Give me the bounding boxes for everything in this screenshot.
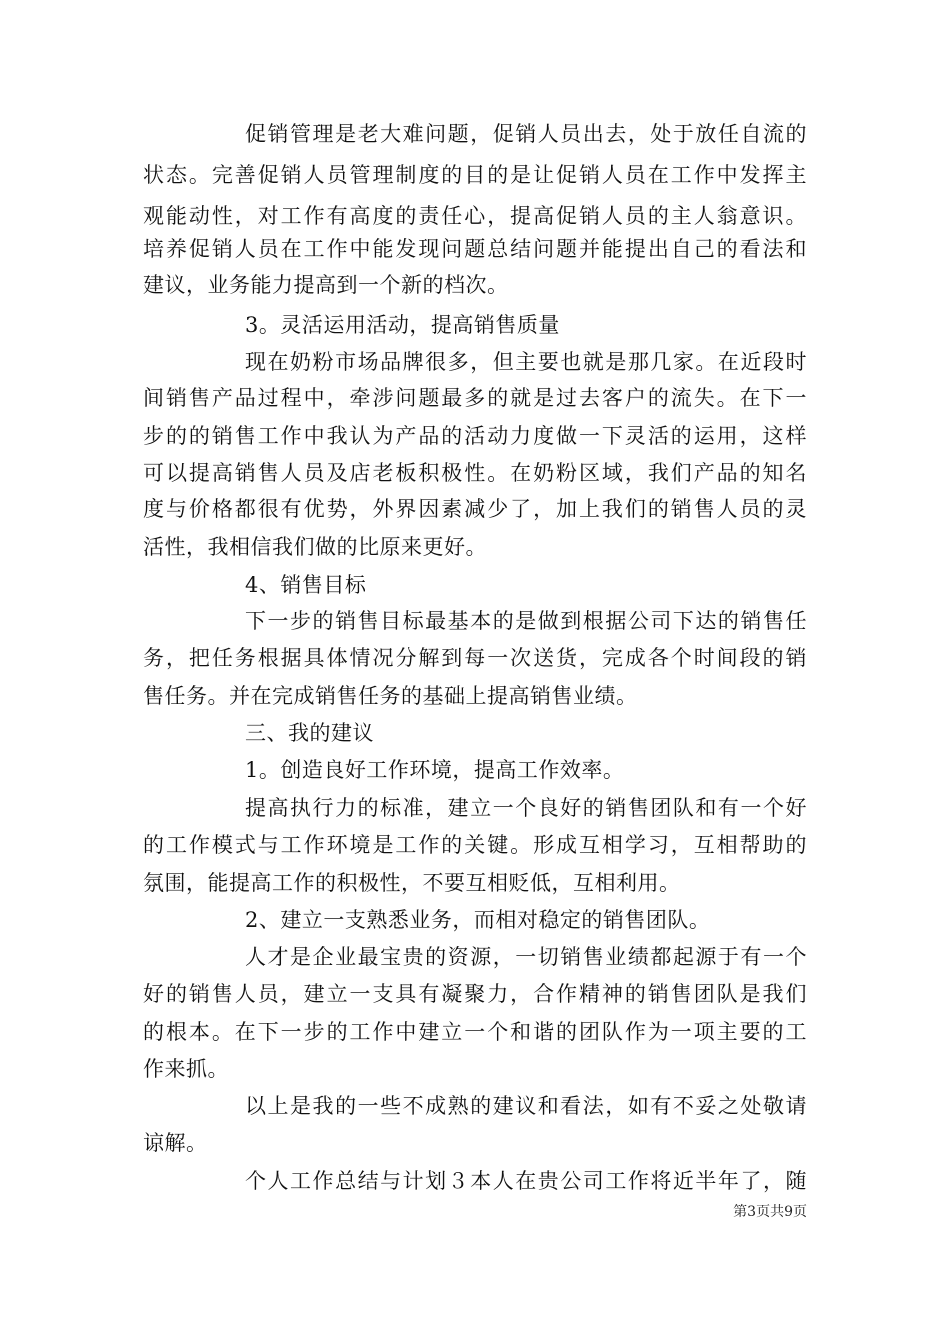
section-heading: 3。灵活运用活动，提高销售质量 bbox=[245, 313, 560, 337]
paragraph-line: 人才是企业最宝贵的资源，一切销售业绩都起源于有一个 bbox=[245, 945, 807, 969]
paragraph-line: 的工作模式与工作环境是工作的关键。形成互相学习，互相帮助的 bbox=[143, 833, 807, 857]
section-heading: 2、建立一支熟悉业务，而相对稳定的销售团队。 bbox=[245, 908, 711, 932]
paragraph-line: 状态。完善促销人员管理制度的目的是让促销人员在工作中发挥主 bbox=[143, 163, 807, 187]
paragraph-line: 建议，业务能力提高到一个新的档次。 bbox=[143, 273, 509, 297]
paragraph-line: 好的销售人员，建立一支具有凝聚力，合作精神的销售团队是我们 bbox=[143, 982, 807, 1006]
section-heading: 4、销售目标 bbox=[245, 573, 367, 597]
paragraph-line: 观能动性，对工作有高度的责任心，提高促销人员的主人翁意识。 bbox=[143, 204, 807, 228]
paragraph-line: 售任务。并在完成销售任务的基础上提高销售业绩。 bbox=[143, 684, 638, 708]
paragraph-line: 务，把任务根据具体情况分解到每一次送货，完成各个时间段的销 bbox=[143, 646, 807, 670]
paragraph-line: 作来抓。 bbox=[143, 1057, 229, 1081]
paragraph-line: 促销管理是老大难问题，促销人员出去，处于放任自流的 bbox=[245, 122, 807, 146]
paragraph-line: 的根本。在下一步的工作中建立一个和谐的团队作为一项主要的工 bbox=[143, 1020, 807, 1044]
paragraph-line: 可以提高销售人员及店老板积极性。在奶粉区域，我们产品的知名 bbox=[143, 461, 807, 485]
paragraph-line: 度与价格都很有优势，外界因素减少了，加上我们的销售人员的灵 bbox=[143, 497, 807, 521]
section-heading: 三、我的建议 bbox=[245, 721, 374, 745]
paragraph-line: 谅解。 bbox=[143, 1131, 208, 1155]
paragraph-line: 培养促销人员在工作中能发现问题总结问题并能提出自己的看法和 bbox=[143, 237, 807, 261]
paragraph-line: 活性，我相信我们做的比原来更好。 bbox=[143, 535, 487, 559]
paragraph-line: 步的的销售工作中我认为产品的活动力度做一下灵活的运用，这样 bbox=[143, 424, 807, 448]
section-heading: 1。创造良好工作环境，提高工作效率。 bbox=[245, 758, 625, 782]
paragraph-line: 提高执行力的标准，建立一个良好的销售团队和有一个好 bbox=[245, 796, 807, 820]
paragraph-line: 个人工作总结与计划３本人在贵公司工作将近半年了，随 bbox=[245, 1169, 807, 1193]
page-footer: 第3页共9页 bbox=[733, 1204, 807, 1220]
paragraph-line: 氛围，能提高工作的积极性，不要互相贬低，互相利用。 bbox=[143, 871, 681, 895]
paragraph-line: 间销售产品过程中，牵涉问题最多的就是过去客户的流失。在下一 bbox=[143, 386, 807, 410]
paragraph-line: 现在奶粉市场品牌很多，但主要也就是那几家。在近段时 bbox=[245, 350, 807, 374]
paragraph-line: 下一步的销售目标最基本的是做到根据公司下达的销售任 bbox=[245, 609, 807, 633]
paragraph-line: 以上是我的一些不成熟的建议和看法，如有不妥之处敬请 bbox=[245, 1094, 807, 1118]
